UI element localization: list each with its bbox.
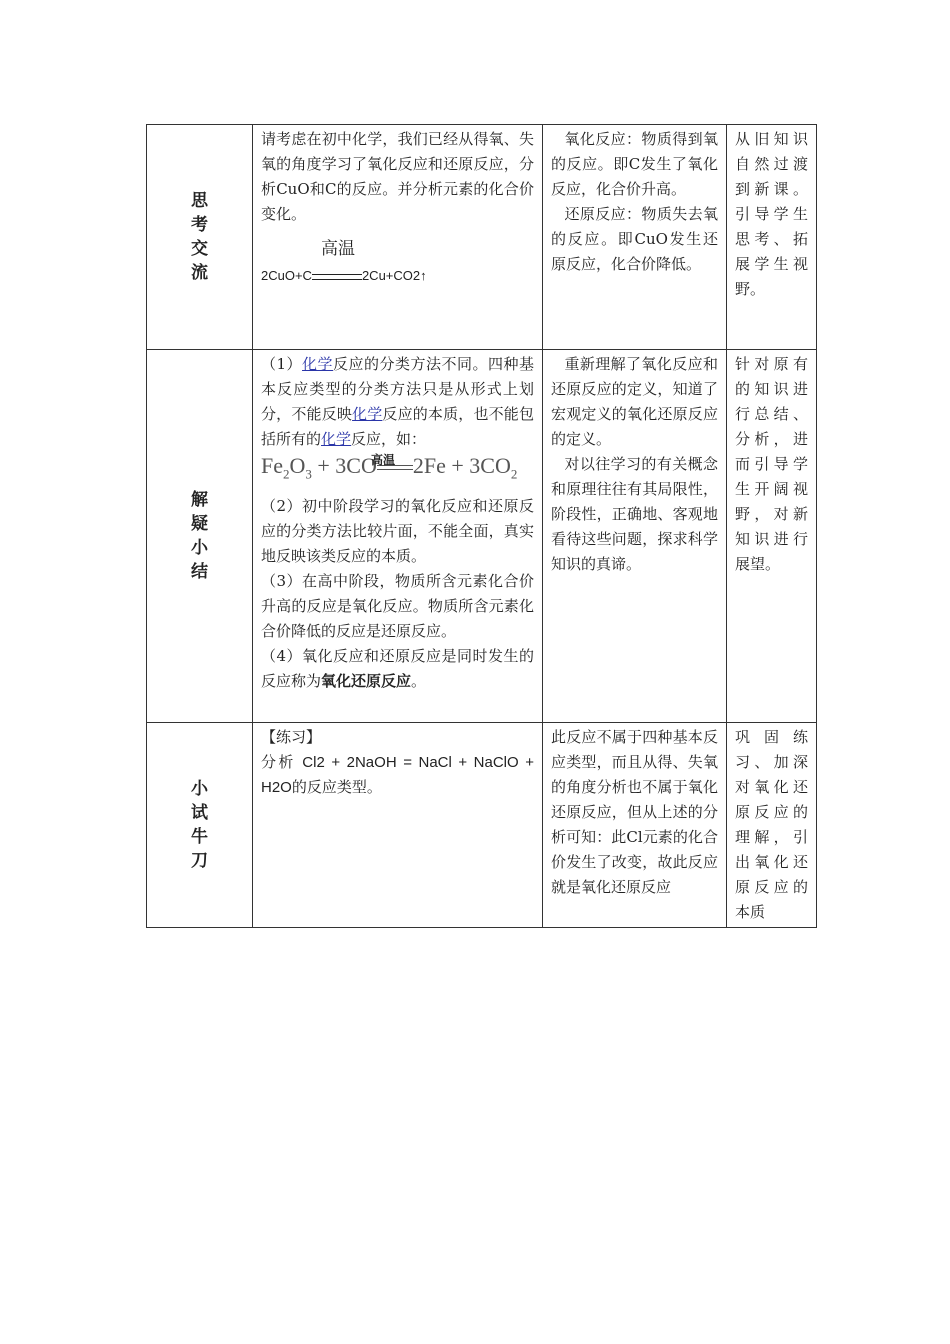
- row-practice: [147, 723, 817, 928]
- equation-reactants: $Fe_2O_3 + 3CO$: [261, 453, 377, 482]
- student-activity-cell: [543, 350, 727, 723]
- text-span: 反应的分类方法不同。四种基本反应类型的分类方法只是从形式上划分，不能反映: [261, 355, 534, 423]
- text-span: 。: [411, 672, 427, 690]
- equation-cuo-c: [261, 237, 534, 295]
- content-paragraph: [261, 644, 534, 694]
- intent-text: 从旧知识自然过渡到新课。引导学生思考、拓展学生视野。: [735, 130, 808, 298]
- text-span: 反应，如：: [351, 430, 427, 448]
- equation-products: 2Cu+CO2: [361, 268, 421, 283]
- equation-condition: 高温: [321, 239, 355, 259]
- student-paragraph: 此反应不属于四种基本反应类型，而且从得、失氧的角度分析也不属于氧化还原反应，但从上述的分析可知：此Cl元素的化合价发生了改变，故此反应就是氧化还原反应: [551, 728, 718, 896]
- text-span: （4）氧化反应和还原反应是同时发生的反应称为: [261, 647, 534, 690]
- equation-line: [261, 263, 427, 288]
- row-think-discuss: [147, 125, 817, 350]
- stage-cell: [147, 723, 253, 928]
- bold-term: 氧化还原反应: [321, 672, 412, 690]
- equation-products: $2Fe + 3CO_2$: [412, 453, 518, 482]
- stage-label: 解疑小结: [191, 489, 208, 582]
- intent-text: 巩固练习、加深对氧化还原反应的理解，引出氧化还原反应的本质: [735, 728, 808, 921]
- equals-sign: [312, 274, 362, 280]
- content-paragraph: （3）在高中阶段，物质所含元素化合价升高的反应是氧化反应。物质所含元素化合价降低的反应是还原反应。: [261, 572, 534, 640]
- design-intent-cell: [727, 350, 817, 723]
- student-paragraph: 氧化反应：物质得到氧的反应。即C发生了氧化反应，化合价升高。: [551, 130, 718, 198]
- lesson-plan-table: [146, 124, 817, 928]
- text-span: （1）: [261, 355, 303, 373]
- equation-fe2o3-co: [261, 452, 534, 480]
- chemistry-link[interactable]: 化学: [321, 430, 352, 448]
- chemistry-link[interactable]: 化学: [302, 355, 334, 373]
- content-cell: [253, 350, 543, 723]
- stage-label: 思考交流: [191, 190, 208, 283]
- stage-label: 小试牛刀: [191, 778, 208, 871]
- stage-cell: [147, 125, 253, 350]
- student-activity-cell: [543, 125, 727, 350]
- content-paragraph: 请考虑在初中化学，我们已经从得氧、失氧的角度学习了氧化反应和还原反应，分析CuO和C的反应。并分析元素的化合价变化。: [261, 130, 534, 223]
- text-span: 反应的本质，也不能包括所有的: [261, 405, 534, 448]
- equation-reactants: 2CuO+C: [261, 268, 312, 283]
- student-activity-cell: [543, 723, 727, 928]
- gas-arrow-icon: ↑: [420, 268, 427, 283]
- content-cell: [253, 125, 543, 350]
- content-paragraph: [261, 352, 534, 452]
- design-intent-cell: [727, 125, 817, 350]
- exercise-question: 分析 Cl2 + 2NaOH = NaCl + NaClO + H2O的反应类型。: [261, 754, 534, 796]
- row-summary: [147, 350, 817, 723]
- exercise-heading: 【练习】: [261, 728, 322, 746]
- student-paragraph: 对以往学习的有关概念和原理往往有其局限性，阶段性，正确地、客观地看待这些问题，探求科学知识的真谛。: [551, 455, 718, 573]
- student-paragraph: 还原反应：物质失去氧的反应。即CuO发生还原反应，化合价降低。: [551, 205, 718, 273]
- chemistry-link[interactable]: 化学: [352, 405, 383, 423]
- content-paragraph: （2）初中阶段学习的氧化反应和还原反应的分类方法比较片面，不能全面，真实地反映该类反应的本质。: [261, 497, 534, 565]
- equation-condition: 高温: [371, 453, 396, 467]
- student-paragraph: 重新理解了氧化反应和还原反应的定义，知道了宏观定义的氧化还原反应的定义。: [551, 355, 718, 448]
- stage-cell: [147, 350, 253, 723]
- spacer: [261, 480, 534, 494]
- design-intent-cell: [727, 723, 817, 928]
- content-cell: [253, 723, 543, 928]
- intent-text: 针对原有的知识进行总结、分析，进而引导学生开阔视野，对新知识进行展望。: [735, 355, 808, 573]
